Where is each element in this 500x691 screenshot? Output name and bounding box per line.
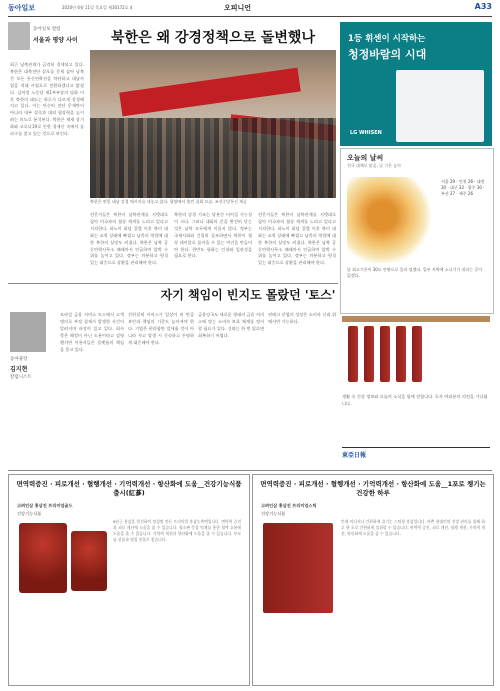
ad-right-title: 면역력증진 · 피로개선 · 혈행개선 · 기억력개선 · 항산화에 도움__1포로 챙기는 건강한 하루 [260,480,486,497]
weather-map [347,177,435,263]
ginseng-ad-right[interactable] [252,474,494,686]
ad-line-1: 1등 휘센이 시작하는 [348,34,426,44]
bottom-column-byline [10,312,58,382]
byline-role: 동아일보 칼럼 [33,27,61,32]
product-item [348,326,358,382]
weather-temps: 서울 29 · 인천 26 · 대전 30 · 대구 32 · 광주 30 · 부산 27 · 제주 26 [441,179,485,196]
ginseng-jar [19,523,67,593]
air-conditioner-image [396,70,484,142]
photo-caption: 북한은 연일 대남 강경 메시지를 내놓고 있다. 평양에서 열린 집회 모습. 조선중앙통신 제공 [90,199,247,204]
byline-title-2: 칼럼니스트 [10,375,32,380]
product-item [364,326,374,382]
page-number: A33 [474,2,492,11]
donga-logo: 東亞日報 [342,452,367,459]
product-photo [342,316,490,392]
top-column-text-4: 전문가들은 북한이 남북관계를 지렛대로 삼아 미국과의 협상 재개를 노리고 있다고 지적한다. 하노이 회담 결렬 이후 북미 대화는 교착 상태에 빠졌고 남측의 역할에 대한 북한의 실망도 커졌다. 북한은 남북 공동연락사무소 폐쇄까지 언급하며 압박 수위를 높이고 있다. 정부는 차분하고 원칙 있는 대응으로 상황을 관리해야 한다. [258,212,336,266]
bottom-column-text-3: 금융당국도 새로운 형태의 금융 서비스에 맞는 소비자 보호 체계를 정비할 필요가 있다. 신뢰는 한 번 잃으면 회복하기 어렵다. [198,312,264,338]
product-bar [342,316,490,322]
ginseng-jar-2 [71,531,107,591]
column-divider [8,283,338,284]
top-column-text-1: 최근 남북관계가 급격히 경색되고 있다. 북한은 대북전단 살포를 문제 삼아 남북 간 모든 통신연락선을 차단하고 대남사업을 적대 사업으로 전환하겠다고 밝혔다. 김여정 노동당 제1부부장의 담화 이후 북한의 태도는 하루가 다르게 강경해지고 있다. 이는 단순히 전단 문제만이 아니라 내부 결속과 대외 협상력을 높이려는 의도로 분석된다. 북한은 제재 장기화와 코로나19로 인한 경제난 속에서 돌파구를 찾고 있는 것으로 보인다. [10,62,84,137]
ad-right-label: 건강기능식품 [261,511,286,516]
bottom-column-text-1: 모바일 금융 서비스 토스에서 고객 명의로 부정 결제가 발생한 사건이 알려지며 파장이 일고 있다. 회사 측은 해킹이 아닌 도용이라고 설명했지만 이용자들은 플랫폼의 책임을 묻고 있다. [60,312,124,352]
byline-name-2: 김지현 [10,366,28,373]
right-column-text: 생활 속 건강 정보와 오늘의 소식을 함께 전합니다. 독자 여러분의 의견을 기다립니다. [342,394,488,406]
weather-subtitle: 전국 대체로 맑음, 낮 기온 높아 [347,163,401,168]
rally-photo [90,50,336,198]
ad-left-title: 면역력증진 · 피로개선 · 혈행개선 · 기억력개선 · 항산화에 도움__건강기능식품 출시(紅蔘) [16,480,242,497]
weather-foot: 낮 최고기온이 30도 안팎으로 올라 덥겠다. 일부 지역에 소나기가 내리는 곳이 있겠다. [347,267,482,278]
masthead [8,2,492,17]
author-photo-2 [10,312,46,352]
issue-date: 2020년 6월 11일 목요일 제30172호 4 [62,5,133,10]
top-column-text-2: 전문가들은 북한이 남북관계를 지렛대로 삼아 미국과의 협상 재개를 노리고 있다고 지적한다. 하노이 회담 결렬 이후 북미 대화는 교착 상태에 빠졌고 남측의 역할에 대한 북한의 실망도 커졌다. 북한은 남북 공동연락사무소 폐쇄까지 언급하며 압박 수위를 높이고 있다. 정부는 차분하고 원칙 있는 대응으로 상황을 관리해야 한다. [90,212,168,266]
ad-line-2: 청정바람의 시대 [348,48,427,61]
photo-crowd [90,118,336,198]
byline-name: 서울과 평양 사이 [33,37,78,44]
ginseng-ad-left[interactable] [8,474,250,686]
author-photo [8,22,30,50]
top-column-headline: 북한은 왜 강경정책으로 돌변했나 [111,30,315,46]
product-item [396,326,406,382]
photo-banner [119,68,301,117]
product-item [380,326,390,382]
bottom-column-text-2: 간편결제 서비스가 일상이 된 만큼 보안과 책임의 기준도 높아져야 한다. 기업은 편리함만 앞세울 것이 아니라 사고 발생 시 신속하고 투명하게 대응해야 한다. [128,312,194,345]
newspaper-logo: 동아일보 [8,4,36,12]
top-column-byline [8,22,84,56]
section-title: 오피니언 [224,4,252,12]
ginseng-stick-box [263,523,333,613]
ad-left-text: 6년근 홍삼을 엄선하여 정성껏 만든 프리미엄 홍삼농축액입니다. 면역력 증진과 피로 개선에 도움을 줄 수 있습니다. 혈소판 응집 억제를 통한 혈액 흐름에 도움을 줄 수 있습니다. 기억력 개선과 항산화에 도움을 줄 수 있습니다. 부모님 선물과 명절 선물로 좋습니다. [113,519,241,542]
ad-right-text: 언제 어디서나 간편하게 즐기는 스틱형 홍삼입니다. 바쁜 현대인의 건강 관리를 위해 하루 한 포로 간편하게 섭취할 수 있습니다. 면역력 증진, 피로 개선, 혈행 개선, 기억력 개선, 항산화에 도움을 줄 수 있습니다. [341,519,485,536]
donga-band [342,447,490,468]
bottom-column-headline: 자기 책임이 빈지도 몰랐던 '토스' [160,288,336,302]
weather-title: 오늘의 날씨 [347,154,384,162]
top-column-text-3: 북한의 강경 기조는 당분간 이어질 가능성이 크다. 그러나 대화의 문을 완전히 닫는 것은 남북 모두에게 이롭지 않다. 정부는 국제사회와 긴밀히 공조하면서 북한이 협상 테이블로 돌아올 수 있는 여건을 만들어야 한다. 한반도 평화는 인내와 일관성을 필요로 한다. [174,212,252,259]
ad-right-sub: 고려인삼 홍삼진 프리미엄스틱 [261,503,317,508]
ad-left-sub: 고려인삼 홍삼진 프리미엄골드 [17,503,73,508]
ad-divider [8,470,492,471]
product-item [412,326,422,382]
bottom-column-text-4: 핀테크 산업의 성장은 소비자 신뢰 위에서만 가능하다. [268,312,336,324]
weather-box [340,148,494,314]
ad-brand: LG WHISEN [350,130,382,136]
byline-role-2: 동아광장 [10,357,28,362]
aircon-ad[interactable] [340,22,492,146]
ad-left-label: 건강기능식품 [17,511,42,516]
